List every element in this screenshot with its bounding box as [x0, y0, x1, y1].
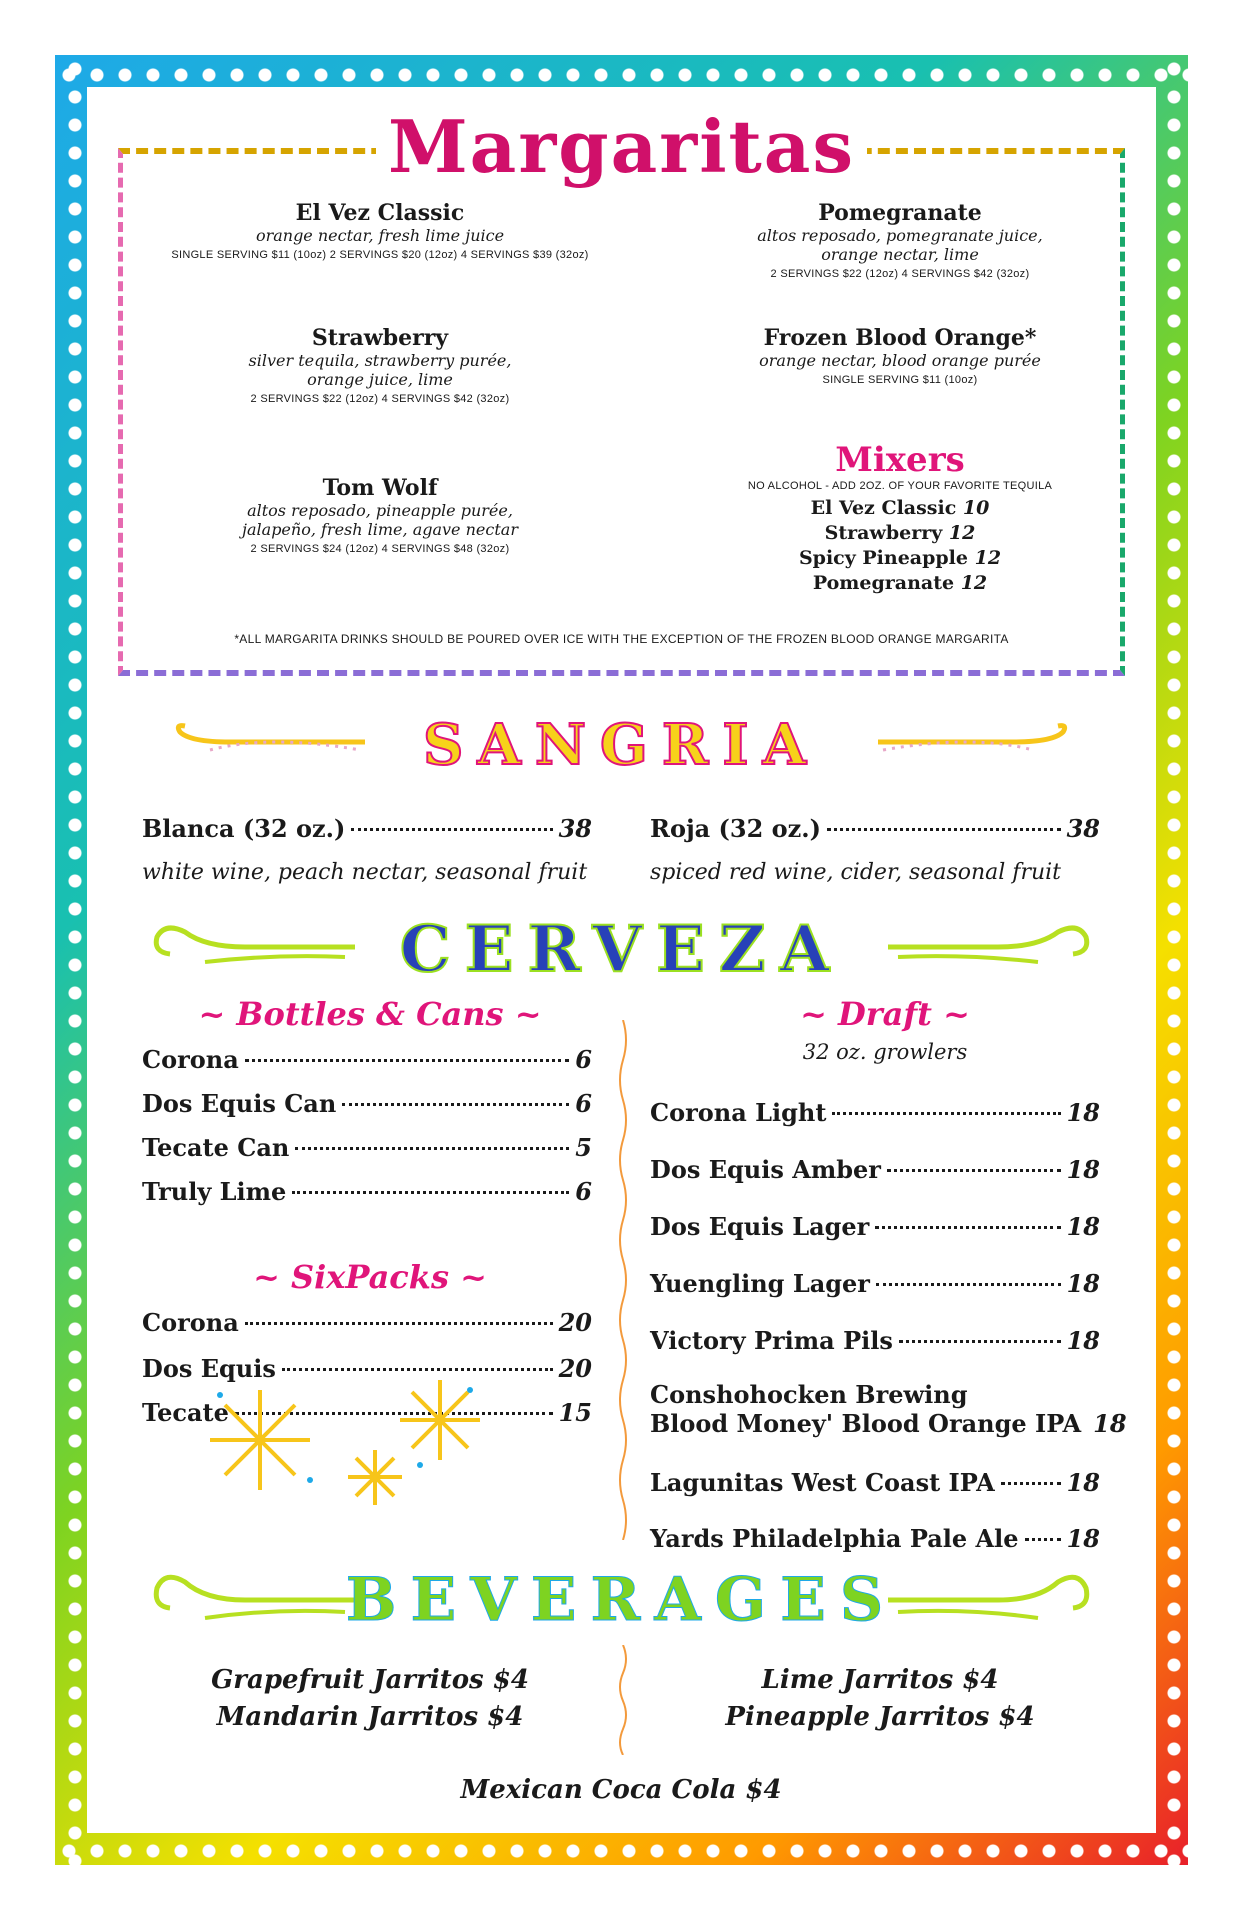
margarita-frozen-blood-orange	[700, 325, 1100, 386]
item-name: Dos Equis Amber	[650, 1155, 881, 1184]
item-price: 18	[1066, 1326, 1100, 1355]
draft-item-conshohocken	[650, 1380, 1127, 1438]
mixers-section	[700, 440, 1100, 596]
item-name: Conshohocken Brewing	[650, 1380, 968, 1409]
beverage-item: Mandarin Jarritos $4	[216, 1702, 524, 1732]
item-name: Yards Philadelphia Pale Ale	[650, 1524, 1019, 1553]
dot-leader	[899, 1340, 1061, 1343]
mixer-item: Strawberry 12	[824, 522, 976, 544]
sangria-roja	[650, 814, 1100, 843]
item-price: 5	[575, 1133, 592, 1162]
sangria-title: SANGRIA	[422, 712, 821, 778]
item-price: 18	[1066, 1155, 1100, 1184]
sixpack-item	[142, 1308, 592, 1337]
item-price: 2 SERVINGS $24 (12oz) 4 SERVINGS $48 (32oz)	[250, 543, 510, 555]
item-desc: orange juice, lime	[307, 370, 453, 389]
item-name: Tecate	[142, 1398, 229, 1427]
dot-leader	[876, 1283, 1061, 1286]
item-name: Roja (32 oz.)	[650, 814, 821, 843]
item-price: 15	[558, 1398, 592, 1427]
dot-leader	[832, 1112, 1060, 1115]
mixers-title: Mixers	[835, 440, 965, 480]
item-price: 18	[1066, 1468, 1100, 1497]
draft-item	[650, 1468, 1100, 1497]
draft-item	[650, 1269, 1100, 1298]
item-desc: altos reposado, pomegranate juice,	[757, 226, 1043, 245]
item-price: SINGLE SERVING $11 (10oz) 2 SERVINGS $20 (12oz) 4 SERVINGS $39 (32oz)	[171, 249, 589, 261]
scallop-bottom	[55, 1837, 1188, 1859]
sangria-roja-desc: spiced red wine, cider, seasonal fruit	[650, 860, 1062, 885]
item-price: 38	[558, 814, 592, 843]
mixer-item: El Vez Classic 10	[810, 497, 990, 519]
item-name: Frozen Blood Orange*	[763, 325, 1037, 351]
item-price: 38	[1066, 814, 1100, 843]
draft-item	[650, 1155, 1100, 1184]
item-price: 6	[575, 1177, 592, 1206]
item-name: Dos Equis	[142, 1354, 276, 1383]
item-name: Lagunitas West Coast IPA	[650, 1468, 995, 1497]
item-desc: silver tequila, strawberry purée,	[248, 351, 512, 370]
sparkle-icon	[200, 1380, 480, 1510]
dot-leader	[245, 1322, 553, 1325]
draft-item	[650, 1098, 1100, 1127]
cerveza-title: CERVEZA	[399, 912, 844, 987]
dot-leader	[342, 1103, 569, 1106]
dot-leader	[875, 1226, 1060, 1229]
item-desc: orange nectar, lime	[821, 245, 979, 264]
bottle-item	[142, 1133, 592, 1162]
mixer-item: Spicy Pineapple 12	[798, 547, 1002, 569]
mixer-item: Pomegranate 12	[812, 572, 988, 594]
item-price: 20	[558, 1354, 592, 1383]
scallop-top	[55, 61, 1188, 83]
sixpacks-heading: ~ SixPacks ~	[253, 1258, 487, 1296]
dot-leader	[282, 1368, 553, 1371]
sangria-blanca-desc: white wine, peach nectar, seasonal fruit	[142, 860, 588, 885]
dot-leader	[295, 1147, 569, 1150]
dot-leader	[292, 1191, 569, 1194]
item-name: Truly Lime	[142, 1177, 287, 1206]
margaritas-footnote: *ALL MARGARITA DRINKS SHOULD BE POURED OVER ICE WITH THE EXCEPTION OF THE FROZEN BLOOD ORANGE MARGARITA	[234, 632, 1009, 646]
item-name: Strawberry	[311, 325, 449, 351]
mixers-note: NO ALCOHOL - ADD 2OZ. OF YOUR FAVORITE TEQUILA	[747, 480, 1053, 492]
margarita-tom-wolf	[170, 475, 590, 555]
item-name: Yuengling Lager	[650, 1269, 870, 1298]
item-name: Dos Equis Lager	[650, 1212, 870, 1241]
item-name: Dos Equis Can	[142, 1089, 337, 1118]
item-name: El Vez Classic	[295, 200, 465, 226]
dot-leader	[827, 828, 1061, 831]
item-price: 6	[575, 1089, 592, 1118]
bottle-item	[142, 1045, 592, 1074]
dot-leader	[1025, 1538, 1061, 1541]
item-name: Pomegranate	[818, 200, 982, 226]
draft-subtitle: 32 oz. growlers	[802, 1040, 968, 1064]
item-price: 18	[1066, 1524, 1100, 1553]
item-name: Corona	[142, 1045, 239, 1074]
draft-heading: ~ Draft ~	[800, 995, 970, 1033]
item-desc: jalapeño, fresh lime, agave nectar	[242, 520, 518, 539]
draft-item	[650, 1212, 1100, 1241]
beverage-item: Pineapple Jarritos $4	[725, 1702, 1035, 1732]
beverages-title: BEVERAGES	[345, 1565, 898, 1635]
item-desc: orange nectar, blood orange purée	[759, 351, 1041, 370]
margarita-pomegranate	[700, 200, 1100, 280]
item-name: Corona	[142, 1308, 239, 1337]
beverage-item: Grapefruit Jarritos $4	[211, 1665, 529, 1695]
item-name: Victory Prima Pils	[650, 1326, 893, 1355]
item-name: Corona Light	[650, 1098, 827, 1127]
wavy-divider	[615, 1020, 631, 1540]
dot-leader	[245, 1059, 570, 1062]
item-name: Tom Wolf	[322, 475, 438, 501]
item-price: 2 SERVINGS $22 (12oz) 4 SERVINGS $42 (32oz)	[250, 393, 510, 405]
item-price: SINGLE SERVING $11 (10oz)	[822, 374, 978, 386]
sangria-blanca	[142, 814, 592, 843]
bottle-item	[142, 1177, 592, 1206]
bottle-item	[142, 1089, 592, 1118]
bottles-cans-heading: ~ Bottles & Cans ~	[198, 995, 542, 1033]
item-desc: orange nectar, fresh lime juice	[255, 226, 505, 245]
dot-leader	[887, 1169, 1061, 1172]
item-price: 2 SERVINGS $22 (12oz) 4 SERVINGS $42 (32oz)	[770, 268, 1030, 280]
sixpack-item	[142, 1354, 592, 1383]
beverage-item: Lime Jarritos $4	[761, 1665, 999, 1695]
item-name: Tecate Can	[142, 1133, 290, 1162]
draft-item	[650, 1326, 1100, 1355]
item-price: 18	[1066, 1269, 1100, 1298]
margarita-el-vez-classic	[170, 200, 590, 261]
beverage-item: Mexican Coca Cola $4	[460, 1775, 782, 1805]
margaritas-title: Margaritas	[0, 104, 1243, 189]
margarita-strawberry	[170, 325, 590, 405]
item-desc: altos reposado, pineapple purée,	[247, 501, 513, 520]
item-price: 18	[1093, 1409, 1127, 1438]
item-name-2: Blood Money' Blood Orange IPA	[650, 1409, 1082, 1438]
dot-leader	[1001, 1482, 1061, 1485]
dot-leader	[351, 828, 552, 831]
item-price: 18	[1066, 1212, 1100, 1241]
item-price: 6	[575, 1045, 592, 1074]
draft-item	[650, 1524, 1100, 1553]
wavy-divider	[615, 1645, 631, 1755]
item-name: Blanca (32 oz.)	[142, 814, 346, 843]
item-price: 20	[558, 1308, 592, 1337]
item-price: 18	[1066, 1098, 1100, 1127]
